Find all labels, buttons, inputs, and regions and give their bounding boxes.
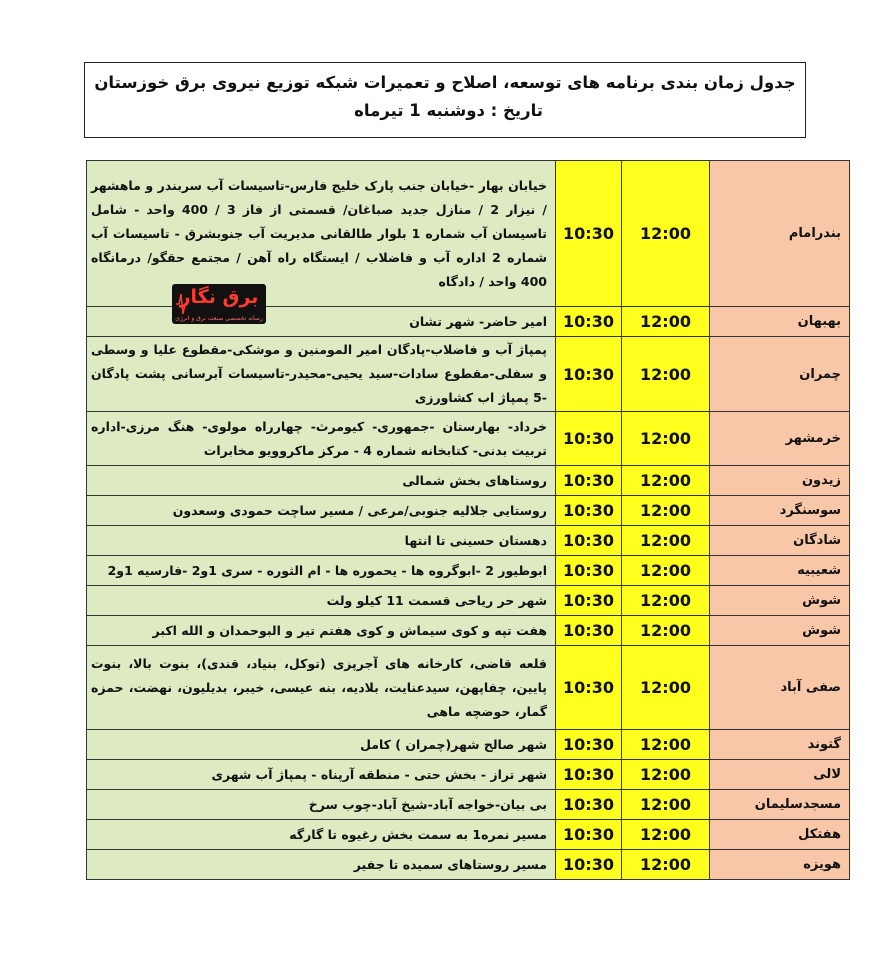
table-row — [87, 412, 850, 466]
end-time-cell: 12:00 — [622, 586, 710, 616]
start-time-cell: 10:30 — [556, 790, 622, 820]
city-cell: هفتکل — [710, 820, 850, 850]
city-cell: بندرامام — [710, 161, 850, 307]
table-row — [87, 337, 850, 412]
areas-cell: شهر حر ریاحی قسمت 11 کیلو ولت — [87, 586, 556, 616]
areas-cell: خرداد- بهارستان -جمهوری- کیومرث- چهارراه مولوی- هنگ مرزی-اداره تربیت بدنی- کتابخانه شماره 4 - مرکز ماکروویو مخابرات — [87, 412, 556, 466]
city-cell: چمران — [710, 337, 850, 412]
end-time-cell: 12:00 — [622, 412, 710, 466]
areas-cell: امیر حاضر- شهر تشان — [87, 307, 556, 337]
start-time-cell: 10:30 — [556, 556, 622, 586]
start-time-cell: 10:30 — [556, 412, 622, 466]
end-time-cell: 12:00 — [622, 850, 710, 880]
start-time-cell: 10:30 — [556, 730, 622, 760]
areas-cell: دهستان حسینی تا انتها — [87, 526, 556, 556]
city-cell: زیدون — [710, 466, 850, 496]
city-cell: شادگان — [710, 526, 850, 556]
areas-cell: ابوطیور 2 -ابوگروه ها - یحموره ها - ام الثوره - سری 1و2 -فارسیه 1و2 — [87, 556, 556, 586]
areas-cell: مسیر نمره1 به سمت بخش رغیوه تا گارگه — [87, 820, 556, 850]
logo-name: برق نگار — [179, 286, 259, 308]
table-row — [87, 496, 850, 526]
start-time-cell: 10:30 — [556, 526, 622, 556]
schedule-date: تاریخ : دوشنبه 1 تیرماه — [354, 101, 543, 120]
start-time-cell: 10:30 — [556, 466, 622, 496]
city-cell: شعیبیه — [710, 556, 850, 586]
start-time-cell: 10:30 — [556, 496, 622, 526]
areas-cell: بی بیان-خواجه آباد-شیخ آباد-چوب سرخ — [87, 790, 556, 820]
end-time-cell: 12:00 — [622, 526, 710, 556]
city-cell: گتوند — [710, 730, 850, 760]
start-time-cell: 10:30 — [556, 760, 622, 790]
end-time-cell: 12:00 — [622, 646, 710, 730]
table-row — [87, 646, 850, 730]
end-time-cell: 12:00 — [622, 820, 710, 850]
start-time-cell: 10:30 — [556, 646, 622, 730]
end-time-cell: 12:00 — [622, 307, 710, 337]
end-time-cell: 12:00 — [622, 556, 710, 586]
end-time-cell: 12:00 — [622, 337, 710, 412]
city-cell: شوش — [710, 586, 850, 616]
end-time-cell: 12:00 — [622, 760, 710, 790]
city-cell: سوسنگرد — [710, 496, 850, 526]
city-cell: مسجدسلیمان — [710, 790, 850, 820]
end-time-cell: 12:00 — [622, 496, 710, 526]
schedule-table — [86, 160, 850, 880]
areas-cell: مسیر روستاهای سمیده تا جفیر — [87, 850, 556, 880]
brand-logo — [172, 284, 266, 324]
start-time-cell: 10:30 — [556, 307, 622, 337]
areas-cell: روستاهای بخش شمالی — [87, 466, 556, 496]
areas-cell: شهر صالح شهر(چمران ) کامل — [87, 730, 556, 760]
start-time-cell: 10:30 — [556, 820, 622, 850]
areas-cell: خیابان بهار -خیابان جنب پارک خلیج فارس-تاسیسات آب سربندر و ماهشهر / نیزار 2 / منازل جدید صباغان/ قسمتی از فاز 3 / 400 واحد - شامل تاسیسان آب شماره 1 بلوار طالقانی مدیریت آب جنوبشرق - تاسیسات آب شماره 2 اداره آب و فاضلاب / ایستگاه راه آهن / مجتمع حقگو/ درمانگاه 400 واحد / دادگاه — [87, 161, 556, 307]
end-time-cell: 12:00 — [622, 730, 710, 760]
areas-cell: شهر تراز - بخش حتی - منطقه آرپناه - پمپاژ آب شهری — [87, 760, 556, 790]
areas-cell: قلعه قاضی، کارخانه های آجرپزی (توکل، بنیاد، قندی)، بنوت بالا، بنوت پایین، چفاپهن، سیدعنایت، بلادیه، بنه عیسی، خیبر، بدیلیون، نهضت، حمزه گمار، حوضچه ماهی — [87, 646, 556, 730]
city-cell: بهبهان — [710, 307, 850, 337]
start-time-cell: 10:30 — [556, 586, 622, 616]
table-row — [87, 466, 850, 496]
title-box — [84, 62, 806, 138]
city-cell: لالی — [710, 760, 850, 790]
city-cell: صفی آباد — [710, 646, 850, 730]
start-time-cell: 10:30 — [556, 616, 622, 646]
areas-cell: هفت تپه و کوی سیماش و کوی هفتم تیر و البوحمدان و الله اکبر — [87, 616, 556, 646]
table-row — [87, 526, 850, 556]
table-row — [87, 820, 850, 850]
end-time-cell: 12:00 — [622, 466, 710, 496]
table-row — [87, 790, 850, 820]
start-time-cell: 10:30 — [556, 337, 622, 412]
city-cell: شوش — [710, 616, 850, 646]
table-row — [87, 730, 850, 760]
table-row — [87, 616, 850, 646]
end-time-cell: 12:00 — [622, 616, 710, 646]
end-time-cell: 12:00 — [622, 790, 710, 820]
logo-subtitle: رسانه تخصصی صنعت برق و انرژی — [175, 315, 263, 322]
city-cell: هویزه — [710, 850, 850, 880]
start-time-cell: 10:30 — [556, 161, 622, 307]
areas-cell: روستایی جلالیه جنوبی/مرعی / مسیر ساچت حمودی وسعدون — [87, 496, 556, 526]
table-row — [87, 760, 850, 790]
start-time-cell: 10:30 — [556, 850, 622, 880]
areas-cell: پمپاژ آب و فاضلاب-پادگان امیر المومنین و موشکی-مقطوع علیا و وسطی و سفلی-مقطوع سادات-سید یحیی-محیدر-تاسیسات آبرسانی پشت پادگان -5 پمپاژ اب کشاورزی — [87, 337, 556, 412]
table-row — [87, 556, 850, 586]
page-title: جدول زمان بندی برنامه های توسعه، اصلاح و تعمیرات شبکه توزیع نیروی برق خوزستان — [94, 73, 796, 92]
city-cell: خرمشهر — [710, 412, 850, 466]
end-time-cell: 12:00 — [622, 161, 710, 307]
table-row — [87, 586, 850, 616]
table-row — [87, 850, 850, 880]
